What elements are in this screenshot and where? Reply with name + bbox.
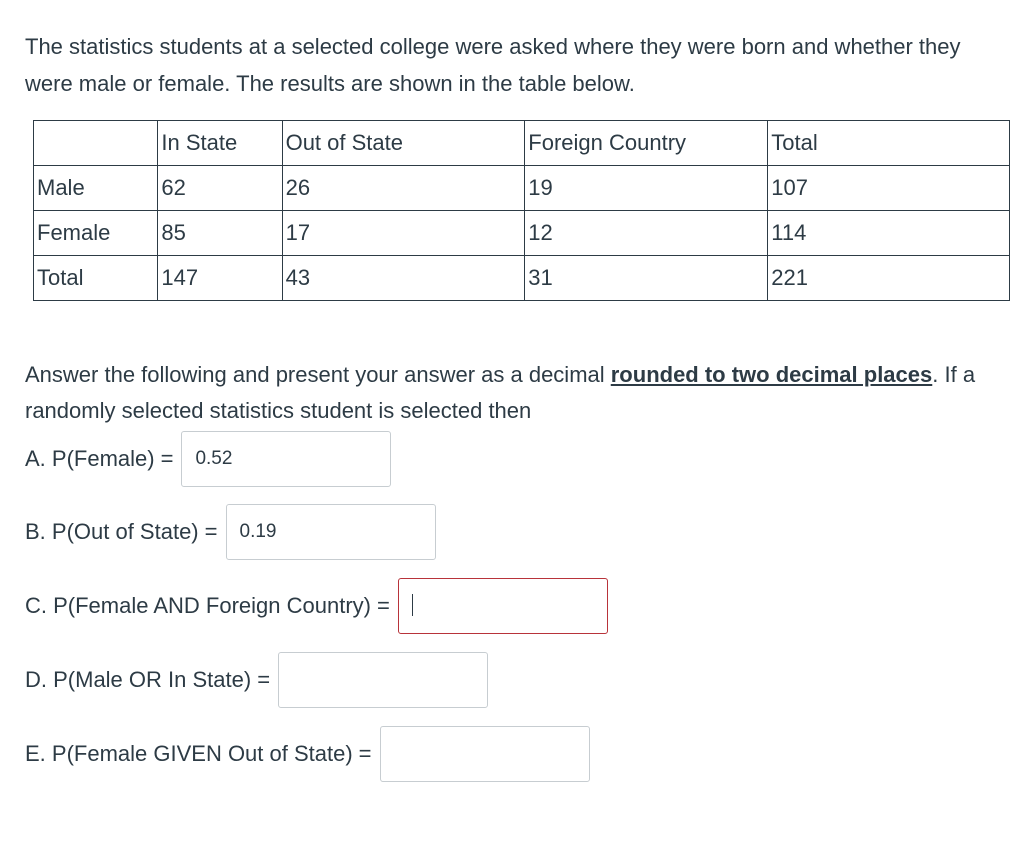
table-row-label: Total xyxy=(34,256,158,301)
question-d-label: D. P(Male OR In State) xyxy=(25,667,252,692)
contingency-table xyxy=(33,120,1010,301)
equals-sign: = xyxy=(160,446,174,471)
table-header-cell: Foreign Country xyxy=(525,121,768,166)
answer-a-input[interactable]: 0.52 xyxy=(181,431,391,487)
table-row-label: Female xyxy=(34,211,158,256)
table-cell: 114 xyxy=(768,211,1010,256)
table-header-cell: Total xyxy=(768,121,1010,166)
table-cell: 19 xyxy=(525,166,768,211)
instructions xyxy=(25,357,985,429)
question-d xyxy=(25,652,488,708)
table-header-cell xyxy=(34,121,158,166)
table-row xyxy=(34,166,1010,211)
table-cell: 85 xyxy=(158,211,282,256)
answer-b-input[interactable]: 0.19 xyxy=(226,504,436,560)
equals-sign: = xyxy=(358,741,372,766)
table-header-cell: In State xyxy=(158,121,282,166)
table-cell: 62 xyxy=(158,166,282,211)
problem-intro: The statistics students at a selected college were asked where they were born and whether they were male or female. The results are shown in the table below. xyxy=(25,34,961,96)
table-header-cell: Out of State xyxy=(282,121,525,166)
table-cell: 31 xyxy=(525,256,768,301)
instructions-emphasis: rounded to two decimal places xyxy=(610,362,933,387)
equals-sign: = xyxy=(377,593,390,618)
table-cell: 107 xyxy=(768,166,1010,211)
table-cell: 26 xyxy=(282,166,525,211)
table-header-row xyxy=(34,121,1010,166)
text-cursor xyxy=(412,594,414,616)
equals-sign: = xyxy=(204,519,218,544)
answer-c-input[interactable] xyxy=(398,578,608,634)
question-a xyxy=(25,431,391,487)
question-e xyxy=(25,726,590,782)
question-b xyxy=(25,504,436,560)
table-row-label: Male xyxy=(34,166,158,211)
table-cell: 221 xyxy=(768,256,1010,301)
question-c-label: C. P(Female AND Foreign Country) xyxy=(25,593,371,618)
table-cell: 12 xyxy=(525,211,768,256)
table-cell: 17 xyxy=(282,211,525,256)
question-e-label: E. P(Female GIVEN Out of State) xyxy=(25,741,353,766)
answer-e-input[interactable] xyxy=(380,726,590,782)
question-c xyxy=(25,578,608,634)
instructions-text: Answer the following and present your answer as a decimal xyxy=(25,362,611,387)
question-b-label: B. P(Out of State) xyxy=(25,519,199,544)
instructions-text-end: . If a randomly selected statistics student is selected then xyxy=(25,362,976,423)
table-row xyxy=(34,256,1010,301)
question-a-label: A. P(Female) xyxy=(25,446,155,471)
answer-d-input[interactable] xyxy=(278,652,488,708)
table-cell: 43 xyxy=(282,256,525,301)
table-cell: 147 xyxy=(158,256,282,301)
equals-sign: = xyxy=(257,667,271,692)
table-row xyxy=(34,211,1010,256)
